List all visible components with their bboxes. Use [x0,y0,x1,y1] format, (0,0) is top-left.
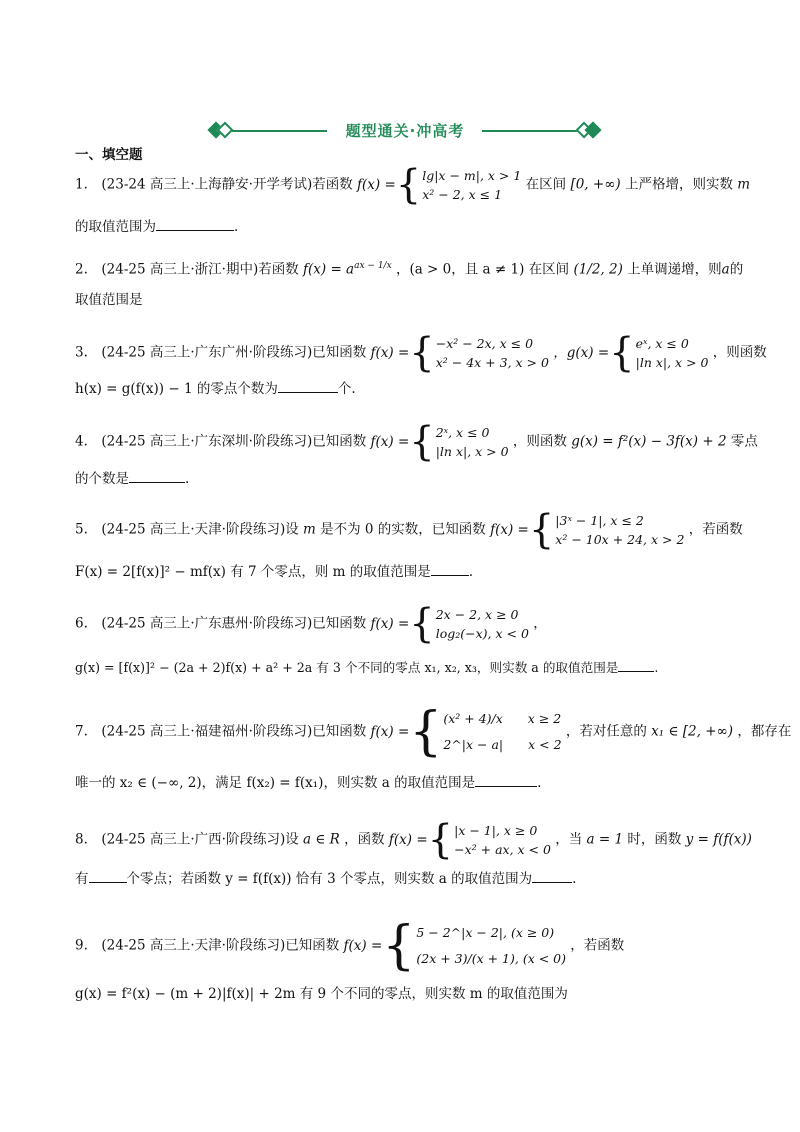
text: . [468,564,474,580]
case-2: x² − 2, x ≤ 1 [422,187,503,202]
section-banner [210,120,600,142]
brace-icon: { [395,162,422,208]
text: g(x) = f²(x) − (m + 2)|f(x)| + 2m 有 9 个不同的零点，则实数 m 的取值范围为 [75,986,568,1002]
answer-blank[interactable] [278,378,338,393]
variable: m [303,521,316,538]
question-source: 1. (23-24 高三上·上海静安·开学考试)若函数 [75,176,353,193]
question-1-line-2 [75,216,238,237]
text: ，则函数 [512,433,567,450]
variable: m [737,176,751,193]
banner-line-left [232,130,327,132]
question-2-line-2 [75,290,143,310]
text: ， [533,615,547,632]
question-source: 4. (24-25 高三上·广东深圳·阶段练习)已知函数 [75,433,367,450]
function-label: f(x) = [343,938,383,954]
question-1 [75,162,751,208]
question-7 [75,702,792,762]
question-source: 2. (24-25 高三上·浙江·期中)若函数 [75,261,299,278]
condition: x₁ ∈ [2, +∞) [651,723,734,740]
question-4-line-2 [75,468,189,489]
exponent: ax − 1/x [354,261,392,271]
answer-blank[interactable] [129,468,185,483]
text: . [185,471,190,487]
case-2: |ln x|, x > 0 [435,444,509,459]
interval: [0, +∞) [570,176,621,193]
text: . [537,775,542,791]
question-source: 8. (24-25 高三上·广西·阶段练习)设 [75,831,299,848]
question-7-line-2 [75,772,541,793]
text: 是不为 0 的实数，已知函数 [320,521,486,538]
banner-line-right [482,130,577,132]
text: 上单调递增，则 [627,261,722,278]
case-2: |ln x|, x > 0 [635,355,709,370]
piecewise-function [370,330,549,376]
case-1: 2x − 2, x ≥ 0 [435,607,519,622]
piecewise-function [490,507,685,553]
brace-icon: { [409,419,435,465]
text: ，则函数 [712,344,767,361]
brace-icon: { [409,702,443,762]
function-label: f(x) = [370,434,410,450]
condition: ，(a > 0，且 a ≠ 1) [395,261,525,278]
text: ，若对任意的 [565,723,647,740]
answer-blank[interactable] [532,868,572,883]
brace-icon: { [427,817,454,863]
condition: a ∈ R [303,831,340,848]
answer-blank[interactable] [89,868,127,883]
piecewise-function [370,702,562,762]
brace-icon: { [609,330,635,376]
function-label: ，g(x) = [553,345,610,361]
text: 唯一的 x₂ ∈ (−∞, 2)，满足 f(x₂) = f(x₁)，则实数 a 的取值范围是 [75,775,476,791]
question-3-line-2 [75,378,356,399]
text: ，当 [555,831,583,848]
case-1: lg|x − m|, x > 1 [422,168,522,183]
case-2: (2x + 3)/(x + 1), (x < 0) [416,951,566,966]
brace-icon: { [382,916,416,976]
text: . [572,871,577,887]
text: F(x) = 2[f(x)]² − mf(x) 有 7 个零点，则 m 的取值范围是 [75,564,431,580]
case-2: 2^|x − a| x < 2 [443,737,562,752]
piecewise-function [370,419,509,465]
text: ，若函数 [688,521,743,538]
case-1: eˣ, x ≤ 0 [635,336,689,351]
function-label: f(x) = a [303,261,355,278]
condition: a = 1 [586,831,624,848]
question-source: 6. (24-25 高三上·广东惠州·阶段练习)已知函数 [75,615,367,632]
text: 零点 [730,433,758,450]
text: 的 [729,261,744,278]
brace-icon: { [409,330,435,376]
piecewise-function [553,330,709,376]
question-source: 9. (24-25 高三上·天津·阶段练习)已知函数 [75,937,340,954]
case-1: −x² − 2x, x ≤ 0 [435,336,534,351]
text: ，若函数 [570,937,625,954]
text: 取值范围是 [75,292,143,308]
text: 上严格增，则实数 [625,176,733,193]
case-2: x² − 10x + 24, x > 2 [555,532,685,547]
question-source: 3. (24-25 高三上·广东广州·阶段练习)已知函数 [75,344,367,361]
text: 的取值范围为 [75,219,156,235]
text: . [234,219,239,235]
function-label: f(x) = [370,724,410,740]
case-2: log₂(−x), x < 0 [435,626,529,641]
case-1: 2ˣ, x ≤ 0 [435,425,490,440]
question-8-line-2 [75,868,576,889]
function-label: f(x) = [490,522,529,538]
question-4 [75,419,758,465]
text: ，函数 [344,831,385,848]
function-expression: g(x) = f²(x) − 3f(x) + 2 [571,433,727,450]
function-label: f(x) = [370,616,410,632]
answer-blank[interactable] [431,561,469,576]
text: 有 [75,871,89,887]
text: g(x) = [f(x)]² − (2a + 2)f(x) + a² + 2a 有 3 个不同的零点 x₁, x₂, x₃，则实数 a 的取值范围是 [75,660,619,675]
interval: (1/2, 2) [573,261,623,278]
text: 时，函数 [627,831,682,848]
answer-blank[interactable] [475,772,537,787]
text: 个. [337,381,356,397]
piecewise-function [343,916,566,976]
text: h(x) = g(f(x)) − 1 的零点个数为 [75,381,278,397]
question-2 [75,256,743,280]
text: 在区间 [525,176,567,193]
question-source: 7. (24-25 高三上·福建福州·阶段练习)已知函数 [75,723,367,740]
variable: a [721,261,730,278]
case-2: −x² + ax, x < 0 [454,842,551,857]
question-9 [75,916,625,976]
brace-icon: { [528,507,555,553]
text: ，都存在 [737,723,792,740]
function-label: f(x) = [388,832,428,848]
answer-blank[interactable] [156,216,234,231]
question-6 [75,601,547,647]
text: 的个数是 [75,471,129,487]
question-5-line-2 [75,561,473,582]
section-heading: 一、填空题 [75,147,143,163]
question-6-line-2 [75,657,658,678]
question-source: 5. (24-25 高三上·天津·阶段练习)设 [75,521,299,538]
case-1: 5 − 2^|x − 2|, (x ≥ 0) [416,925,555,940]
question-5 [75,507,743,553]
question-8 [75,817,752,863]
text: . [654,660,659,675]
question-3 [75,330,767,376]
function-label: f(x) = [357,177,396,193]
brace-icon: { [409,601,435,647]
answer-blank[interactable] [618,657,654,672]
page-title: 题型通关·冲高考 [345,122,465,140]
case-2: x² − 4x + 3, x > 0 [435,355,549,370]
piecewise-function [388,817,551,863]
case-1: (x² + 4)/x x ≥ 2 [443,711,562,726]
piecewise-function [370,601,529,647]
text: 在区间 [528,261,570,278]
function-expression: y = f(f(x)) [685,831,752,848]
function-label: f(x) = [370,345,410,361]
question-9-line-2 [75,984,568,1004]
text: 个零点；若函数 y = f(f(x)) 恰有 3 个零点，则实数 a 的取值范围为 [126,871,533,887]
case-1: |x − 1|, x ≥ 0 [454,823,538,838]
piecewise-function [357,162,522,208]
case-1: |3ˣ − 1|, x ≤ 2 [555,513,644,528]
